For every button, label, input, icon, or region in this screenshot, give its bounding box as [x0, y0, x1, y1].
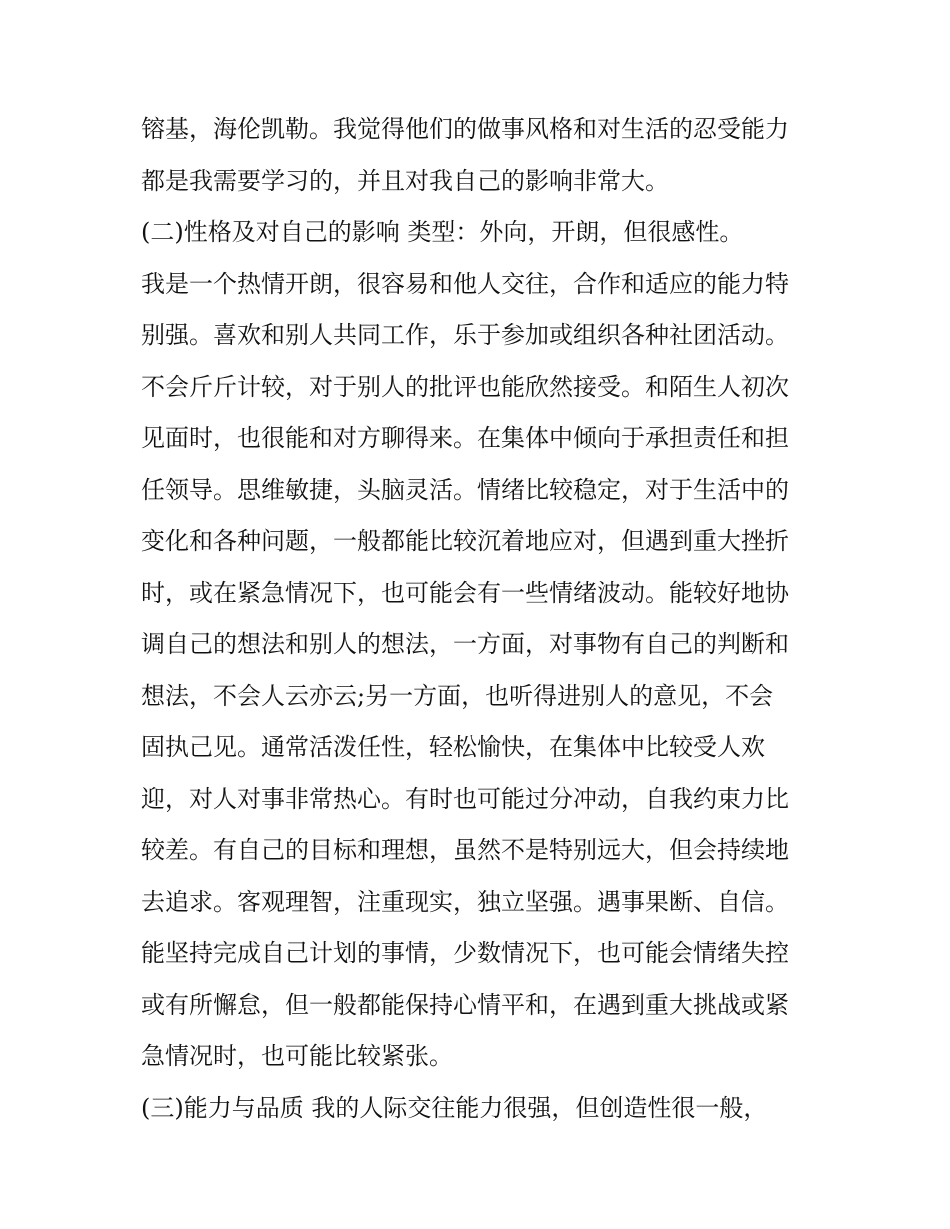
- text-line: 能坚持完成自己计划的事情，少数情况下，也可能会情绪失控: [141, 939, 789, 967]
- text-line: 或有所懈怠，但一般都能保持心情平和，在遇到重大挑战或紧: [141, 990, 789, 1019]
- text-line: 去追求。客观理智，注重现实，独立坚强。遇事果断、自信。: [141, 887, 789, 916]
- text-line: 想法，不会人云亦云;另一方面，也听得进别人的意见，不会: [141, 681, 774, 710]
- section-heading-line: (二)性格及对自己的影响 类型：外向，开朗，但很感性。: [141, 218, 744, 246]
- text-line: 固执己见。通常活泼任性，轻松愉快，在集体中比较受人欢: [141, 733, 765, 761]
- section-heading-line: (三)能力与品质 我的人际交往能力很强，但创造性很一般，: [141, 1093, 768, 1122]
- text-line: 镕基，海伦凯勒。我觉得他们的做事风格和对生活的忍受能力: [141, 115, 789, 143]
- text-line: 急情况时，也可能比较紧张。: [141, 1042, 453, 1070]
- text-line: 任领导。思维敏捷，头脑灵活。情绪比较稳定，对于生活中的: [141, 475, 789, 504]
- text-line: 见面时，也很能和对方聊得来。在集体中倾向于承担责任和担: [141, 424, 789, 452]
- text-line: 别强。喜欢和别人共同工作，乐于参加或组织各种社团活动。: [141, 321, 789, 349]
- text-line: 迎，对人对事非常热心。有时也可能过分冲动，自我约束力比: [141, 784, 789, 813]
- text-line: 都是我需要学习的，并且对我自己的影响非常大。: [141, 166, 669, 195]
- document-body: [141, 104, 821, 1134]
- text-line: 变化和各种问题，一般都能比较沉着地应对，但遇到重大挫折: [141, 527, 789, 555]
- text-line: 不会斤斤计较，对于别人的批评也能欣然接受。和陌生人初次: [141, 372, 789, 401]
- text-line: 较差。有自己的目标和理想，虽然不是特别远大，但会持续地: [141, 836, 789, 864]
- text-line: 时，或在紧急情况下，也可能会有一些情绪波动。能较好地协: [141, 578, 789, 607]
- text-line: 调自己的想法和别人的想法，一方面，对事物有自己的判断和: [141, 630, 789, 658]
- text-line: 我是一个热情开朗，很容易和他人交往，合作和适应的能力特: [141, 269, 789, 298]
